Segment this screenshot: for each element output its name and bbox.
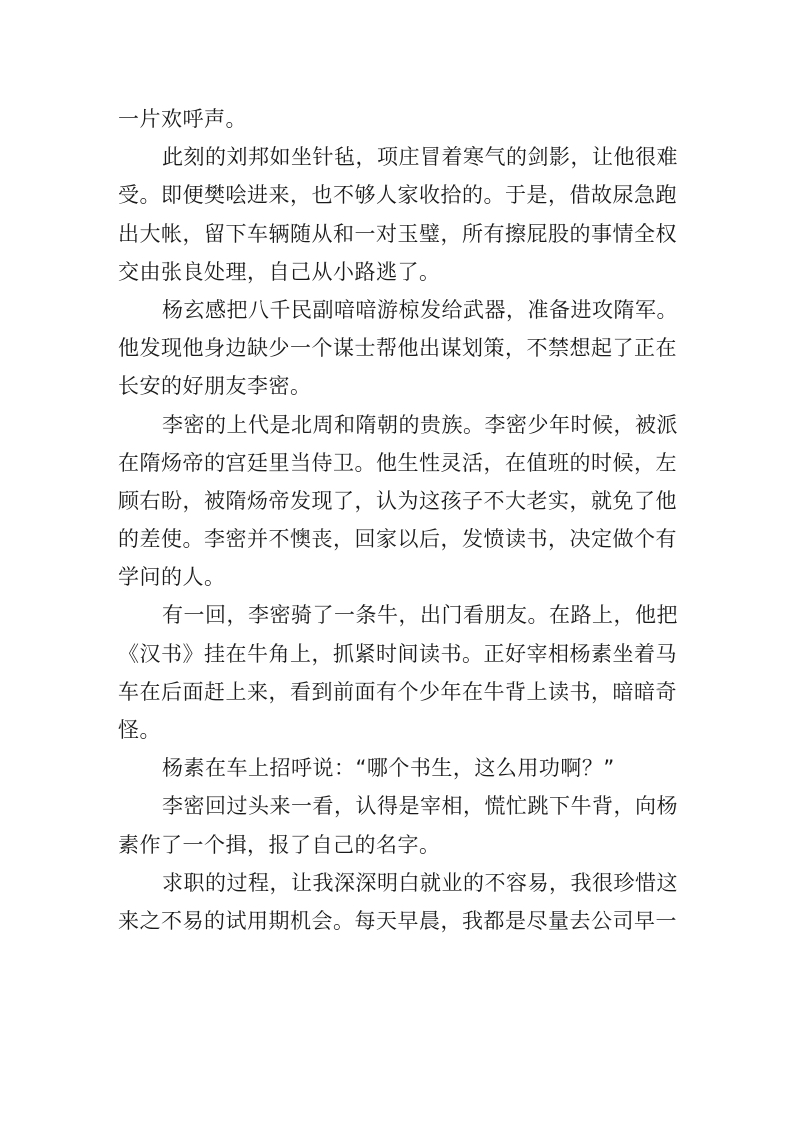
text-line: 杨玄感把八千民副喑喑游椋发给武器，准备进攻隋军。 [162, 297, 678, 322]
text-line: 素作了一个揖，报了自己的名字。 [118, 832, 441, 857]
paragraph-2 [118, 138, 678, 291]
paragraph-8 [118, 864, 678, 940]
text-line: 怪。 [118, 718, 161, 742]
text-line: 长安的好朋友李密。 [118, 374, 312, 399]
text-line: 受。即便樊哙进来，也不够人家收拾的。于是，借故尿急跑 [118, 183, 677, 208]
text-line: 的差使。李密并不懊丧，回家以后，发愤读书，决定做个有 [118, 527, 677, 552]
text-line: 学问的人。 [118, 565, 226, 590]
text-line: 来之不易的试用期机会。每天早晨，我都是尽量去公司早一 [118, 908, 677, 933]
text-line: 他发现他身边缺少一个谋士帮他出谋划策，不禁想起了正在 [118, 336, 677, 361]
text-line: 一片欢呼声。 [118, 107, 247, 131]
text-line: 车在后面赶上来，看到前面有个少年在牛背上读书，暗暗奇 [118, 679, 677, 704]
text-line: 出大帐，留下车辆随从和一对玉璧，所有擦屁股的事情全权 [118, 221, 677, 246]
document-body [118, 100, 678, 940]
text-line: 李密回过头来一看，认得是宰相，慌忙跳下牛背，向杨 [162, 794, 678, 819]
text-line: 在隋炀帝的宫廷里当侍卫。他生性灵活，在值班的时候，左 [118, 450, 677, 475]
text-line: 李密的上代是北周和隋朝的贵族。李密少年时候，被派 [162, 412, 678, 437]
text-line: 顾右盼，被隋炀帝发现了，认为这孩子不大老实，就免了他 [118, 488, 677, 513]
paragraph-3 [118, 291, 678, 406]
text-line: 有一回，李密骑了一条牛，出门看朋友。在路上，他把 [162, 603, 678, 628]
paragraph-4 [118, 406, 678, 597]
text-line: 此刻的刘邦如坐针毡，项庄冒着寒气的剑影，让他很难 [162, 145, 678, 170]
text-line: 求职的过程，让我深深明白就业的不容易，我很珍惜这 [162, 870, 678, 895]
paragraph-1 [118, 100, 678, 138]
text-line: 交由张良处理，自己从小路逃了。 [118, 259, 441, 284]
paragraph-5 [118, 596, 678, 749]
text-line: 杨素在车上招呼说：“哪个书生，这么用功啊？” [162, 756, 615, 781]
text-line: 《汉书》挂在牛角上，抓紧时间读书。正好宰相杨素坐着马 [118, 641, 677, 666]
paragraph-7 [118, 787, 678, 863]
paragraph-6 [118, 749, 678, 787]
